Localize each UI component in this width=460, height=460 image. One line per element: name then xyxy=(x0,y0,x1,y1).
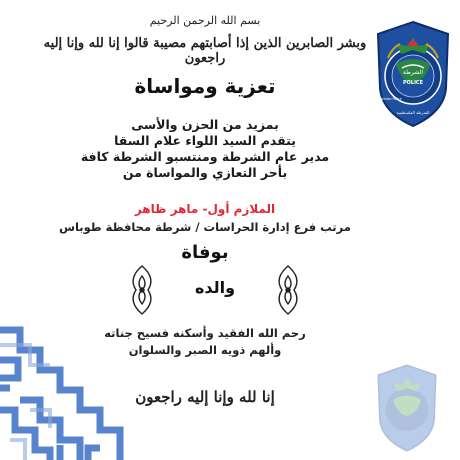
basmala: بسم الله الرحمن الرحيم xyxy=(149,14,261,27)
event-label: بوفاة xyxy=(181,242,229,263)
deceased-relation: والده xyxy=(194,278,236,297)
officer-name: الملازم أول- ماهر ظاهر xyxy=(134,202,276,216)
ornament-right-icon xyxy=(272,264,304,316)
message-line-3: مدير عام الشرطة ومنتسبو الشرطة كافة xyxy=(80,149,330,164)
officer-position: مرتب فرع إدارة الحراسات / شرطة محافظة طوباس xyxy=(59,220,351,234)
relation-frame xyxy=(120,264,310,316)
condolence-message xyxy=(40,117,370,181)
page-title: تعزية ومواساة xyxy=(134,74,276,98)
quran-verse: وبشر الصابرين الذين إذا أصابتهم مصيبة قالوا إنا لله وإنا إليه راجعون xyxy=(43,36,367,66)
logo-ring-english: Palestinian Police xyxy=(374,97,402,101)
police-logo-watermark xyxy=(372,362,442,454)
prayer-line-2: وألهم ذويه الصبر والسلوان xyxy=(128,343,282,357)
closing-verse: إنا لله وإنا إليه راجعون xyxy=(135,388,275,406)
logo-ring-arabic: الشرطة الفلسطينية xyxy=(396,110,430,115)
message-line-2: يتقدم السيد اللواء علام السقا xyxy=(114,133,296,148)
logo-english-text: POLICE xyxy=(402,80,424,86)
prayer-text xyxy=(40,325,370,359)
message-line-1: بمزيد من الحزن والأسى xyxy=(131,117,279,132)
message-line-4: بأحر التعازي والمواساة من xyxy=(122,165,288,180)
logo-arabic-text: الشرطة xyxy=(402,69,424,76)
prayer-line-1: رحم الله الفقيد وأسكنه فسيح جناته xyxy=(104,326,306,340)
police-logo xyxy=(374,18,452,130)
